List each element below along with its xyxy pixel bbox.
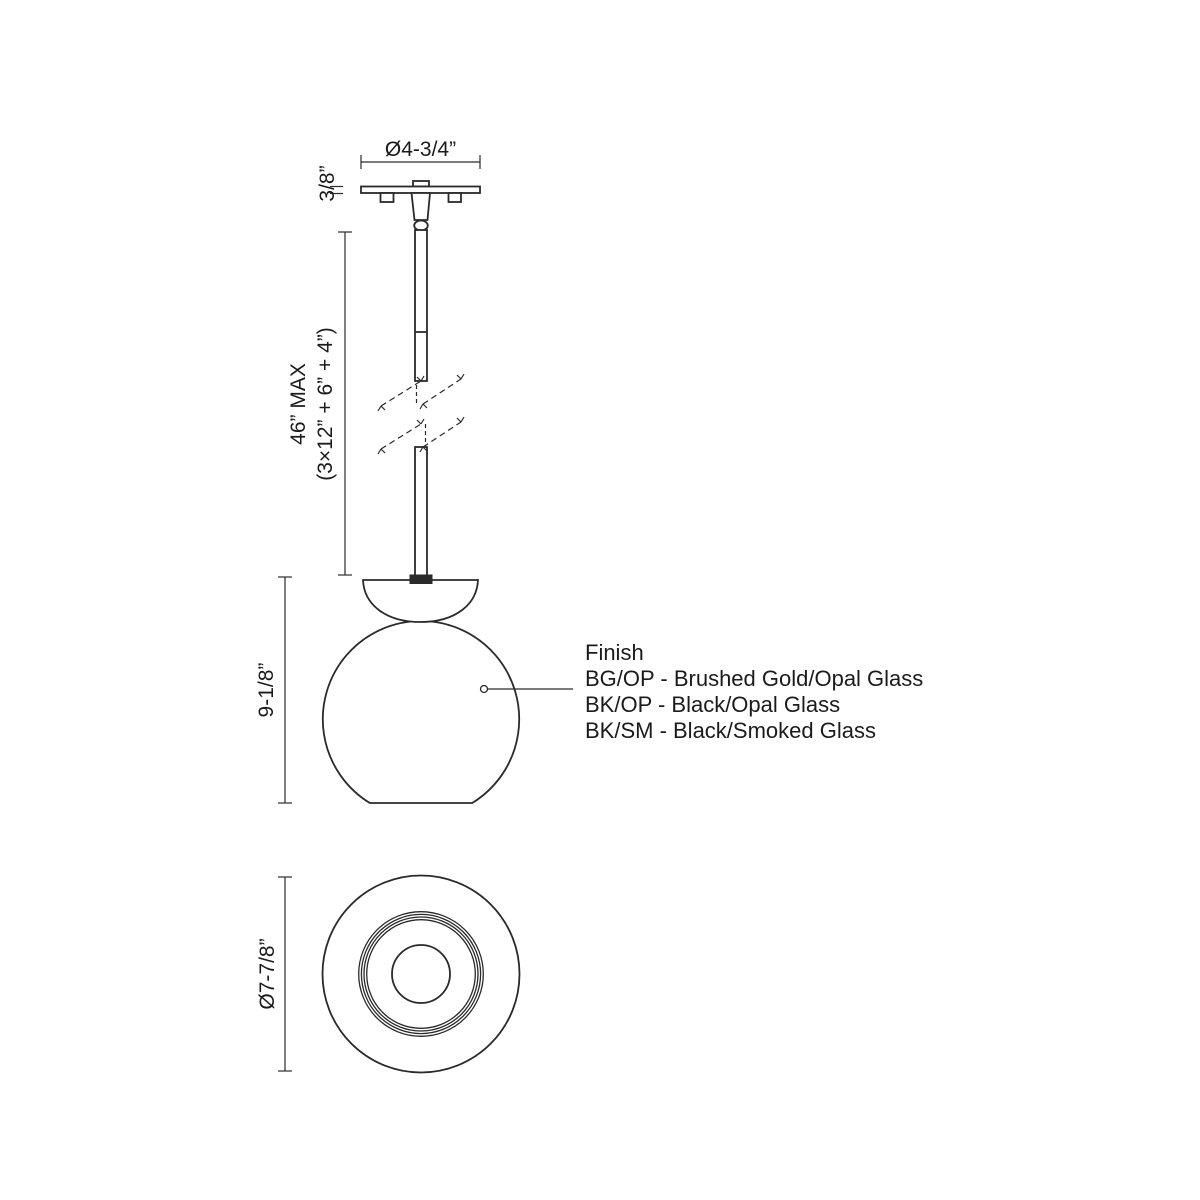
bottom-view <box>323 876 520 1073</box>
rod-lower-segment <box>415 447 427 577</box>
globe-diameter-label: Ø7-7/8” <box>256 938 279 1010</box>
bottom-view-inner-circle <box>392 945 450 1003</box>
canopy-plate <box>361 187 480 194</box>
finish-option: BG/OP - Brushed Gold/Opal Glass <box>585 666 924 691</box>
bottom-view-ring-4 <box>367 920 476 1029</box>
hang-rod <box>378 230 464 577</box>
stem-swivel-joint <box>414 221 428 231</box>
canopy-thickness-label: 3/8” <box>316 165 339 202</box>
dim-rod-length <box>287 232 352 575</box>
bottom-view-ring-3 <box>364 917 478 1031</box>
canopy-stem <box>412 193 431 220</box>
rod-breakdown-label: (3×12” + 6” + 4”) <box>314 327 337 481</box>
bottom-view-ring-2 <box>361 914 480 1033</box>
glass-globe <box>323 621 519 803</box>
globe-holder-cup <box>363 580 478 622</box>
ceiling-canopy <box>361 181 480 231</box>
pendant-height-label: 9-1/8” <box>255 662 278 718</box>
dim-canopy-diameter <box>361 138 480 169</box>
rod-max-label: 46” MAX <box>287 363 310 445</box>
finish-option: BK/OP - Black/Opal Glass <box>585 692 841 717</box>
dim-pendant-height <box>255 577 292 803</box>
finish-option: BK/SM - Black/Smoked Glass <box>585 718 876 743</box>
dim-globe-diameter <box>256 877 292 1071</box>
canopy-diameter-label: Ø4-3/4” <box>384 138 457 161</box>
rod-upper-segment <box>415 230 427 381</box>
canopy-screw-left <box>381 193 394 202</box>
bottom-view-outer-circle <box>323 876 520 1073</box>
dim-canopy-thickness <box>316 165 343 201</box>
canopy-screw-right <box>449 193 462 202</box>
finish-title: Finish <box>585 640 644 665</box>
finish-options-block <box>585 640 945 744</box>
rod-cup-connector <box>410 575 432 584</box>
bottom-view-ring-1 <box>359 912 484 1037</box>
